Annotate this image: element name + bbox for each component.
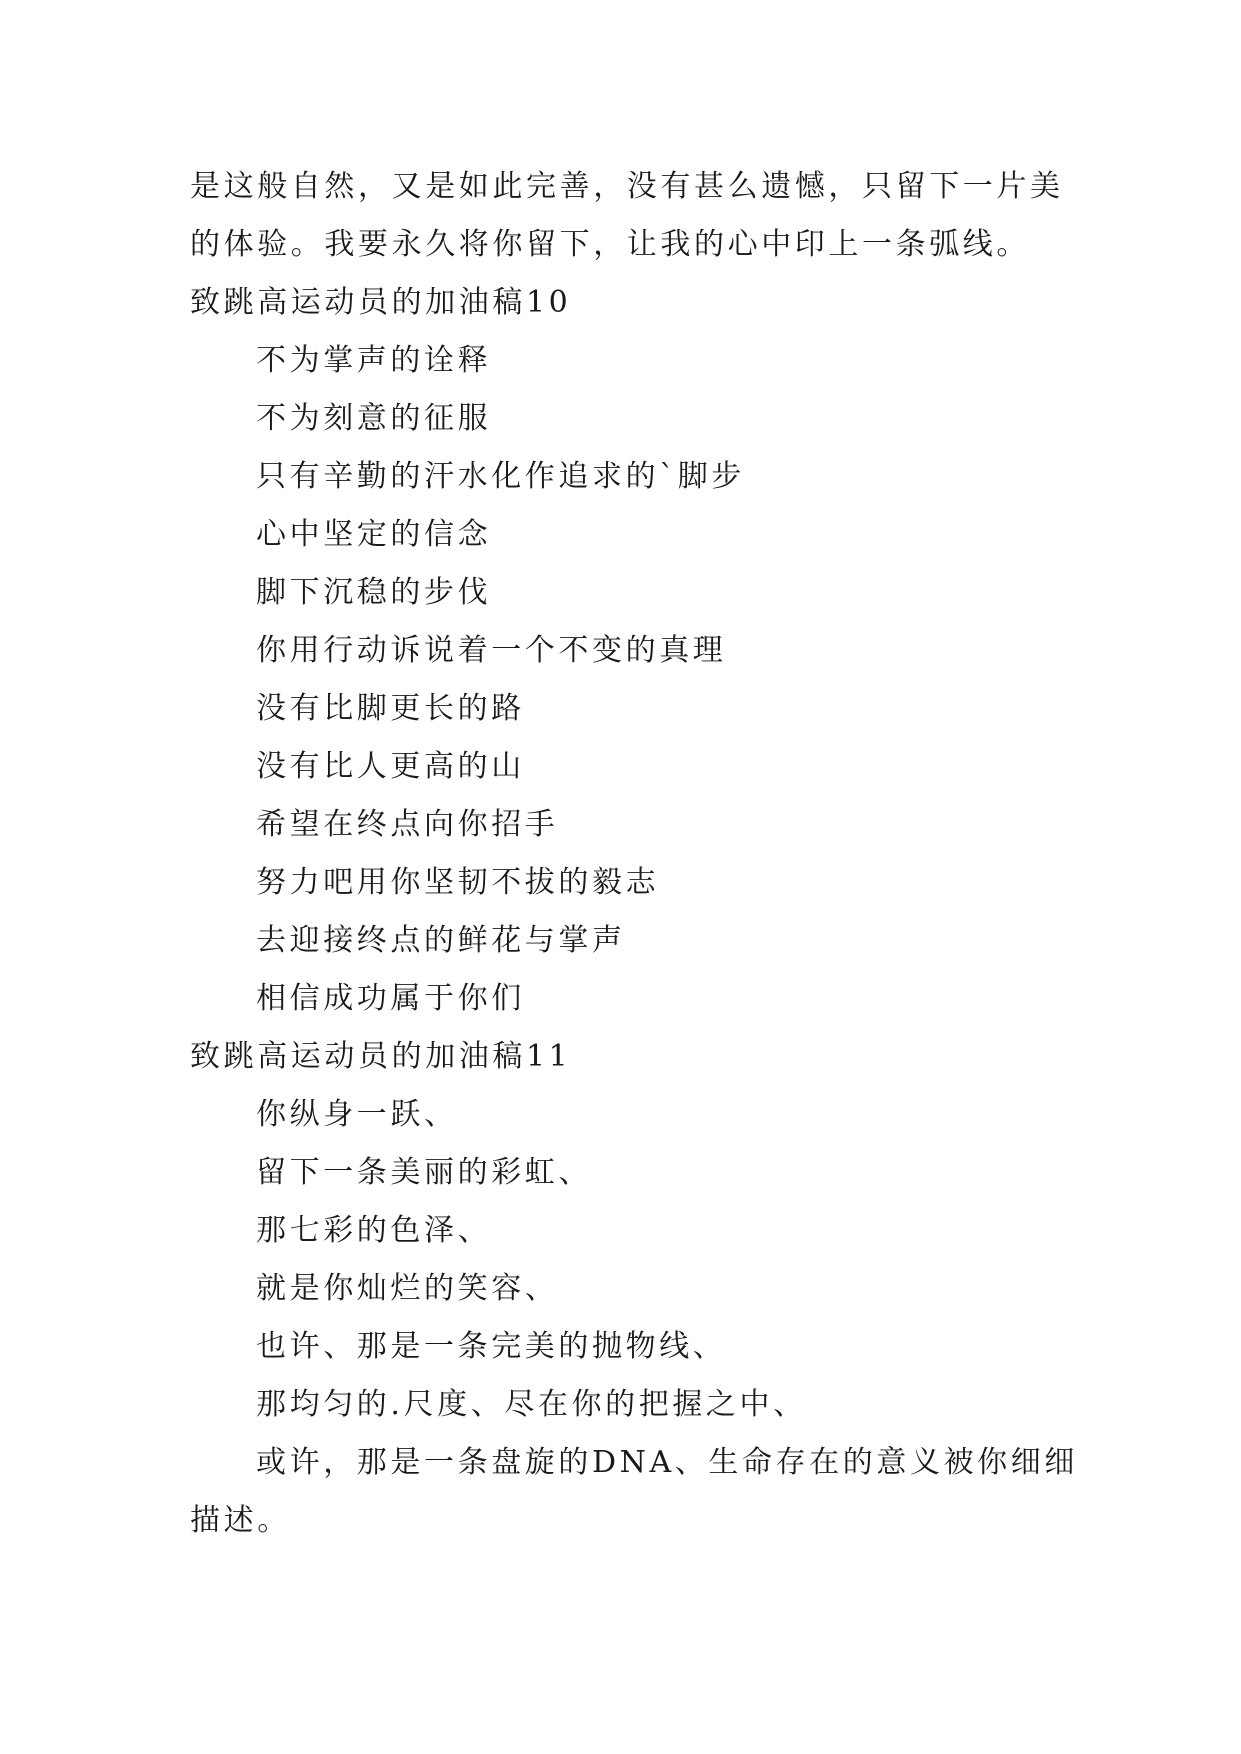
- poem-line: 心中坚定的信念: [256, 517, 492, 552]
- poem-line: 没有比人更高的山: [256, 749, 525, 784]
- poem-line: 那均匀的.尺度、尽在你的把握之中、: [256, 1387, 807, 1422]
- poem-line: 你用行动诉说着一个不变的真理: [256, 633, 727, 668]
- poem-line: 努力吧用你坚韧不拔的毅志: [256, 865, 660, 900]
- poem-line: 留下一条美丽的彩虹、: [256, 1155, 592, 1190]
- poem-line: 脚下沉稳的步伐: [256, 575, 492, 610]
- paragraph-line: 的体验。我要永久将你留下，让我的心中印上一条弧线。: [190, 227, 1030, 262]
- poem-line: 你纵身一跃、: [256, 1097, 458, 1132]
- section-title-11: 致跳高运动员的加油稿11: [190, 1039, 572, 1074]
- poem-line: 或许，那是一条盘旋的DNA、生命存在的意义被你细细: [256, 1445, 1078, 1480]
- poem-line: 不为掌声的诠释: [256, 343, 492, 378]
- poem-line: 去迎接终点的鲜花与掌声: [256, 923, 626, 958]
- document-body: [190, 158, 1078, 1550]
- poem-line: 就是你灿烂的笑容、: [256, 1271, 559, 1306]
- poem-line: 那七彩的色泽、: [256, 1213, 492, 1248]
- poem-line: 相信成功属于你们: [256, 981, 525, 1016]
- poem-line: 只有辛勤的汗水化作追求的`脚步: [256, 459, 745, 494]
- poem-line: 希望在终点向你招手: [256, 807, 559, 842]
- paragraph-line: 描述。: [190, 1503, 291, 1538]
- poem-line: 也许、那是一条完美的抛物线、: [256, 1329, 727, 1364]
- poem-line: 不为刻意的征服: [256, 401, 492, 436]
- section-title-10: 致跳高运动员的加油稿10: [190, 285, 572, 320]
- poem-line: 没有比脚更长的路: [256, 691, 525, 726]
- paragraph-line: 是这般自然，又是如此完善，没有甚么遗憾，只留下一片美: [190, 169, 1064, 204]
